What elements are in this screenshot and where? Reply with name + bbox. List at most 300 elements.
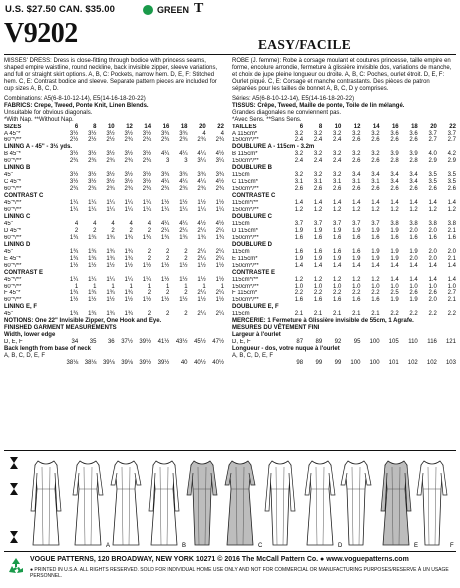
yardage-cell: 1.4 bbox=[332, 262, 342, 269]
yardage-cell: 2.6 bbox=[428, 290, 437, 297]
yardage-cell: 1.9 bbox=[371, 248, 380, 255]
figure-strip bbox=[4, 450, 456, 552]
yardage-cell: 1.4 bbox=[390, 276, 399, 283]
measure-cell: 45½ bbox=[194, 339, 206, 346]
garment-illustrations bbox=[4, 451, 456, 551]
yardage-cell: 4½ bbox=[215, 151, 224, 158]
yardage-cell: 2.4 bbox=[332, 158, 342, 165]
yardage-cell: 2.6 bbox=[390, 186, 399, 193]
row-label: 60"*/** bbox=[4, 186, 22, 193]
measure-cell: 98 bbox=[296, 359, 304, 366]
yardage-cell: 1½ bbox=[197, 262, 206, 269]
yardage-row bbox=[4, 277, 224, 284]
view-label: C bbox=[258, 543, 263, 549]
yardage-cell: 2.9 bbox=[447, 158, 456, 165]
yardage-cell: 1¼ bbox=[106, 200, 115, 207]
yardage-cell: 3¾ bbox=[179, 172, 188, 179]
yardage-row bbox=[4, 311, 224, 318]
yardage-cell: 1.4 bbox=[428, 262, 437, 269]
yardage-cell: 3.9 bbox=[409, 151, 418, 158]
yardage-cell: 1 bbox=[93, 283, 97, 290]
yardage-cell: 2¼ bbox=[215, 248, 224, 255]
section-heading: LINING C bbox=[4, 213, 31, 220]
yardage-cell: 1.4 bbox=[409, 276, 418, 283]
yardage-cell: 1.2 bbox=[294, 276, 304, 283]
yardage-cell: 1.2 bbox=[371, 207, 380, 214]
yardage-cell: 3.8 bbox=[390, 220, 399, 227]
yardage-cell: 1.9 bbox=[390, 255, 399, 262]
yardage-cell: 1.4 bbox=[409, 200, 418, 207]
fabrics: TISSUS: Crêpe, Tweed, Maille de ponte, Toile de lin mélangé. bbox=[232, 102, 405, 109]
sizes-row bbox=[4, 124, 224, 131]
measure-cell: 40 bbox=[180, 359, 188, 366]
yardage-cell: 1¾ bbox=[215, 234, 224, 241]
yardage-cell: 2.1 bbox=[332, 311, 342, 318]
yardage-cell: 2¾ bbox=[88, 186, 97, 193]
yardage-cell: 1.2 bbox=[390, 207, 399, 214]
row-cells bbox=[284, 360, 456, 367]
yardage-cell: 1.4 bbox=[371, 200, 380, 207]
row-cells bbox=[60, 235, 224, 242]
yardage-cell: 1¼ bbox=[197, 207, 206, 214]
yardage-cell: 1.6 bbox=[313, 248, 323, 255]
row-label: 45" bbox=[4, 248, 13, 255]
yardage-cell: 2 bbox=[184, 255, 188, 262]
row-label: D, E, F bbox=[4, 339, 23, 346]
yardage-cell: 3½ bbox=[88, 172, 97, 179]
yardage-cell: 1½ bbox=[160, 262, 170, 269]
yardage-cell: 1.2 bbox=[313, 276, 323, 283]
row-label: A 45"* bbox=[4, 130, 21, 137]
row-label: 60"*/** bbox=[4, 234, 22, 241]
yardage-cell: 1.0 bbox=[332, 283, 342, 290]
yardage-cell: 1¼ bbox=[142, 207, 152, 214]
yardage-cell: 3½ bbox=[88, 151, 97, 158]
yardage-cell: 4½ bbox=[197, 220, 206, 227]
yardage-cell: 1.6 bbox=[294, 234, 304, 241]
dress-figure bbox=[187, 461, 217, 545]
measure-cell: 39½ bbox=[139, 359, 152, 366]
yardage-cell: 2 bbox=[184, 290, 188, 297]
yardage-cell: 2.6 bbox=[447, 186, 456, 193]
row-label: 115cm bbox=[232, 311, 250, 318]
yardage-cell: 1¼ bbox=[88, 276, 97, 283]
yardage-cell: 2.6 bbox=[371, 186, 380, 193]
yardage-cell: 1¼ bbox=[142, 200, 152, 207]
section-heading: LINING E, F bbox=[4, 304, 37, 311]
row-cells bbox=[284, 186, 456, 193]
yardage-cell: 1½ bbox=[106, 297, 115, 304]
yardage-cell: 2¼ bbox=[197, 311, 206, 318]
brand-mark: T bbox=[194, 1, 204, 16]
yardage-cell: 1½ bbox=[215, 262, 224, 269]
yardage-cell: 2.0 bbox=[428, 255, 437, 262]
yardage-cell: 1.6 bbox=[409, 234, 418, 241]
yardage-cell: 1.6 bbox=[352, 297, 361, 304]
yardage-cell: 4¼ bbox=[197, 179, 206, 186]
measure-cell: 39⅛ bbox=[121, 359, 133, 366]
size-cell: 8 bbox=[318, 123, 323, 130]
row-label: 150cm*/** bbox=[232, 297, 259, 304]
row-cells bbox=[284, 158, 456, 165]
row-cells bbox=[60, 131, 224, 138]
yardage-cell: 3¾ bbox=[197, 172, 206, 179]
yardage-cell: 1¼ bbox=[106, 207, 115, 214]
yardage-row bbox=[232, 277, 456, 284]
yardage-cell: 2.6 bbox=[352, 186, 361, 193]
yardage-cell: 1.0 bbox=[294, 283, 304, 290]
measure-cell: 47½ bbox=[212, 339, 224, 346]
yardage-row bbox=[232, 158, 456, 165]
yardage-row bbox=[232, 263, 456, 270]
row-label: 150cm*/** bbox=[232, 262, 259, 269]
yardage-cell: 1.6 bbox=[332, 234, 342, 241]
yardage-cell: 3¾ bbox=[160, 130, 170, 137]
measure-cell: 40½ bbox=[194, 359, 206, 366]
yardage-cell: 3.7 bbox=[447, 130, 456, 137]
size-cell: 20 bbox=[199, 123, 206, 130]
yardage-cell: 2.7 bbox=[447, 137, 456, 144]
width-label: Width, lower edge bbox=[4, 332, 56, 339]
row-label: E 115cm* bbox=[232, 255, 258, 262]
view-label: F bbox=[450, 543, 454, 549]
yardage-cell: 2.0 bbox=[428, 248, 437, 255]
row-label: D, E, F bbox=[232, 339, 251, 346]
row-cells bbox=[284, 151, 456, 158]
yardage-cell: 3½ bbox=[124, 172, 133, 179]
yardage-cell: 1.2 bbox=[332, 276, 342, 283]
yardage-cell: 1¼ bbox=[69, 276, 79, 283]
yardage-cell: 1.2 bbox=[409, 207, 418, 214]
size-cell: 10 bbox=[334, 123, 342, 130]
yardage-cell: 2.1 bbox=[313, 311, 323, 318]
yardage-cell: 2¾ bbox=[215, 186, 224, 193]
row-label: F 115cm* bbox=[232, 290, 258, 297]
row-cells bbox=[60, 172, 224, 179]
yardage-cell: 1½ bbox=[215, 200, 224, 207]
yardage-cell: 1.6 bbox=[447, 234, 456, 241]
yardage-cell: 3½ bbox=[124, 179, 133, 186]
yardage-cell: 3.7 bbox=[294, 220, 304, 227]
yardage-cell: 1.9 bbox=[371, 255, 380, 262]
yardage-cell: 2¾ bbox=[69, 186, 79, 193]
row-label: 150cm*/** bbox=[232, 158, 259, 165]
row-label: 60"*/** bbox=[4, 137, 22, 144]
yardage-cell: 3.7 bbox=[313, 220, 323, 227]
yardage-cell: 1.0 bbox=[447, 283, 456, 290]
measure-cell: 95 bbox=[353, 339, 361, 346]
measure-cell: 41½ bbox=[157, 339, 170, 346]
yardage-cell: 1.6 bbox=[390, 234, 399, 241]
yardage-cell: 4¼ bbox=[160, 151, 170, 158]
yardage-cell: 2¾ bbox=[160, 186, 170, 193]
yardage-row bbox=[4, 200, 224, 207]
yardage-cell: 3¾ bbox=[160, 172, 170, 179]
row-cells bbox=[60, 284, 224, 291]
yardage-cell: 1.9 bbox=[390, 227, 399, 234]
section-heading: DOUBLURE C bbox=[232, 213, 272, 220]
row-label: 150cm*/** bbox=[232, 137, 259, 144]
yardage-cell: 1¾ bbox=[88, 234, 97, 241]
yardage-row bbox=[4, 249, 224, 256]
yardage-cell: 1¾ bbox=[69, 311, 79, 318]
row-label: F 45"* bbox=[4, 290, 21, 297]
nap-note: *With Nap. **Without Nap. bbox=[4, 116, 74, 123]
size-marker-icon bbox=[10, 457, 18, 543]
yardage-cell: 4 bbox=[202, 130, 206, 137]
yardage-cell: 3.5 bbox=[428, 172, 437, 179]
yardage-cell: 2.0 bbox=[428, 227, 437, 234]
yardage-cell: 1½ bbox=[197, 276, 206, 283]
dress-figure bbox=[305, 461, 343, 549]
yardage-cell: 3½ bbox=[106, 179, 115, 186]
yardage-cell: 1¾ bbox=[69, 234, 79, 241]
yardage-cell: 3½ bbox=[142, 172, 152, 179]
row-cells bbox=[284, 277, 456, 284]
yardage-cell: 1½ bbox=[124, 262, 133, 269]
yardage-cell: 3½ bbox=[69, 151, 79, 158]
yardage-cell: 1¾ bbox=[179, 234, 188, 241]
yardage-cell: 4 bbox=[147, 220, 152, 227]
yardage-cell: 1.6 bbox=[371, 297, 380, 304]
size-cell: 8 bbox=[93, 123, 97, 130]
yardage-row bbox=[4, 297, 224, 304]
yardage-cell: 1.4 bbox=[428, 276, 437, 283]
green-dot-icon bbox=[143, 5, 153, 15]
width-row bbox=[4, 339, 224, 346]
yardage-row bbox=[4, 151, 224, 158]
row-label: 45" bbox=[4, 172, 13, 179]
yardage-cell: 2½ bbox=[106, 137, 115, 144]
measure-cell: 121 bbox=[445, 339, 456, 346]
yardage-cell: 1½ bbox=[106, 262, 115, 269]
yardage-cell: 2¾ bbox=[124, 158, 133, 165]
yardage-cell: 3½ bbox=[88, 130, 97, 137]
yardage-cell: 1.0 bbox=[409, 283, 418, 290]
yardage-row bbox=[4, 186, 224, 193]
yardage-cell: 2¼ bbox=[215, 290, 224, 297]
yardage-row bbox=[4, 158, 224, 165]
row-label: 150cm*/** bbox=[232, 234, 259, 241]
yardage-cell: 1.2 bbox=[332, 207, 342, 214]
row-label: 60"*/** bbox=[4, 207, 22, 214]
yardage-cell: 1.9 bbox=[313, 227, 323, 234]
yardage-cell: 1½ bbox=[160, 297, 170, 304]
yardage-cell: 3.2 bbox=[294, 172, 304, 179]
yardage-cell: 1.9 bbox=[332, 255, 342, 262]
row-cells bbox=[60, 179, 224, 186]
yardage-cell: 1¾ bbox=[160, 234, 170, 241]
yardage-cell: 1¼ bbox=[106, 276, 115, 283]
row-label: 150cm*/** bbox=[232, 207, 259, 214]
sizes-row bbox=[232, 124, 456, 131]
color-label: GREEN bbox=[157, 5, 190, 15]
measure-cell: 116 bbox=[427, 339, 437, 346]
yardage-cell: 1½ bbox=[124, 297, 133, 304]
measure-cell: 36 bbox=[107, 339, 115, 346]
yardage-cell: 3.2 bbox=[371, 151, 380, 158]
yardage-cell: 2¾ bbox=[215, 137, 224, 144]
yardage-cell: 3.7 bbox=[352, 220, 361, 227]
yardage-cell: 1.2 bbox=[428, 207, 437, 214]
size-cell: 12 bbox=[353, 123, 361, 130]
yardage-cell: 4 bbox=[220, 130, 224, 137]
yardage-cell: 2.6 bbox=[352, 137, 361, 144]
yardage-cell: 1½ bbox=[69, 262, 79, 269]
yardage-cell: 3.2 bbox=[371, 130, 380, 137]
yardage-cell: 2 bbox=[165, 255, 170, 262]
dress-figure bbox=[341, 461, 371, 545]
back-row bbox=[4, 360, 224, 367]
row-cells bbox=[284, 131, 456, 138]
yardage-cell: 3½ bbox=[69, 130, 79, 137]
yardage-cell: 2.1 bbox=[371, 311, 380, 318]
size-cell: 6 bbox=[299, 123, 304, 130]
yardage-cell: 1 bbox=[165, 283, 170, 290]
yardage-cell: 1¾ bbox=[106, 311, 115, 318]
yardage-cell: 4¼ bbox=[179, 151, 188, 158]
yardage-cell: 1.2 bbox=[352, 207, 361, 214]
back-length-views: A, B, C, D, E, F bbox=[4, 353, 46, 360]
yardage-cell: 3½ bbox=[88, 179, 97, 186]
yardage-cell: 1.4 bbox=[428, 200, 437, 207]
yardage-cell: 4½ bbox=[215, 220, 224, 227]
section-heading: DOUBLURE B bbox=[232, 165, 272, 172]
section-heading: CONTRAST C bbox=[4, 193, 44, 200]
row-cells bbox=[60, 207, 224, 214]
yardage-cell: 2¼ bbox=[215, 227, 224, 234]
yardage-cell: 1¾ bbox=[197, 234, 206, 241]
yardage-cell: 1.4 bbox=[447, 276, 456, 283]
yardage-cell: 1.2 bbox=[352, 276, 361, 283]
yardage-cell: 2.1 bbox=[352, 311, 361, 318]
yardage-cell: 2.4 bbox=[313, 137, 323, 144]
section-heading: CONTRASTE E bbox=[232, 269, 276, 276]
view-label: B bbox=[182, 543, 187, 549]
description: MISSES' DRESS: Dress is close-fitting through bodice with princess seams, shaped empire waistline, round neckline, back invisible zipper, sleeve variations, and full or straight skirt options. A, B, C: Pockets, narrow hem. D, E, F: Stitched hem. C, E: Contrast bodice and sleeve. Separate pattern pieces are included for cup sizes A, B, C, D. bbox=[4, 58, 218, 92]
yardage-cell: 1¾ bbox=[69, 248, 79, 255]
view-label: D bbox=[338, 543, 343, 549]
yardage-cell: 1.6 bbox=[313, 297, 323, 304]
section-heading: DOUBLURE D bbox=[232, 241, 272, 248]
row-label: 60"*/** bbox=[4, 297, 22, 304]
yardage-cell: 3½ bbox=[142, 130, 152, 137]
combinations: Combinations: A5(6-8-10-12-14), E5(14-16-18-20-22) bbox=[4, 95, 146, 102]
yardage-cell: 1 bbox=[74, 283, 79, 290]
section-heading: LINING B bbox=[4, 165, 31, 172]
yardage-cell: 2.6 bbox=[371, 137, 380, 144]
row-label: 45" bbox=[4, 220, 13, 227]
yardage-cell: 1¼ bbox=[179, 207, 188, 214]
yardage-cell: 1.4 bbox=[352, 200, 361, 207]
yardage-cell: 1½ bbox=[179, 297, 188, 304]
yardage-cell: 1.4 bbox=[294, 200, 304, 207]
yardage-cell: 2 bbox=[147, 311, 152, 318]
yardage-row bbox=[232, 235, 456, 242]
row-cells bbox=[60, 249, 224, 256]
yardage-cell: 3½ bbox=[69, 172, 79, 179]
yardage-cell: 1.6 bbox=[428, 234, 437, 241]
yardage-cell: 2¾ bbox=[179, 186, 188, 193]
yardage-cell: 1½ bbox=[179, 262, 188, 269]
yardage-cell: 2¼ bbox=[160, 227, 170, 234]
yardage-cell: 1.6 bbox=[352, 234, 361, 241]
recycle-icon bbox=[6, 556, 26, 576]
yardage-cell: 3.2 bbox=[352, 130, 361, 137]
yardage-row bbox=[4, 256, 224, 263]
measure-cell: 110 bbox=[408, 339, 418, 346]
yardage-cell: 2.6 bbox=[428, 186, 437, 193]
yardage-cell: 2 bbox=[147, 290, 152, 297]
yardage-cell: 3.1 bbox=[352, 179, 361, 186]
yardage-row bbox=[232, 131, 456, 138]
yardage-cell: 3.6 bbox=[409, 130, 418, 137]
yardage-cell: 2.8 bbox=[409, 158, 418, 165]
yardage-cell: 1.0 bbox=[371, 283, 380, 290]
yardage-cell: 3.4 bbox=[352, 172, 361, 179]
size-cell: 16 bbox=[391, 123, 399, 130]
yardage-cell: 3.1 bbox=[332, 179, 342, 186]
row-label: 150cm*/** bbox=[232, 186, 259, 193]
yardage-cell: 1¾ bbox=[124, 290, 133, 297]
yardage-cell: 1.6 bbox=[294, 248, 304, 255]
yardage-cell: 1.9 bbox=[409, 297, 418, 304]
measure-cell: 102 bbox=[407, 359, 418, 366]
size-cell: 20 bbox=[430, 123, 437, 130]
yardage-row bbox=[232, 172, 456, 179]
yardage-cell: 1.6 bbox=[332, 248, 342, 255]
yardage-cell: 1½ bbox=[160, 200, 170, 207]
row-cells bbox=[284, 179, 456, 186]
measure-cell: 34 bbox=[71, 339, 79, 346]
yardage-cell: 1¾ bbox=[69, 255, 79, 262]
yardage-cell: 3¾ bbox=[215, 172, 224, 179]
row-label: 60"*/** bbox=[4, 262, 22, 269]
yardage-cell: 2.1 bbox=[294, 311, 304, 318]
yardage-cell: 3.8 bbox=[409, 220, 418, 227]
yardage-cell: 1.6 bbox=[352, 248, 361, 255]
yardage-cell: 2.5 bbox=[390, 290, 399, 297]
row-cells bbox=[284, 290, 456, 297]
yardage-cell: 2 bbox=[93, 227, 97, 234]
header-divider bbox=[4, 54, 456, 55]
yardage-cell: 1¾ bbox=[88, 248, 97, 255]
yardage-cell: 2.9 bbox=[428, 158, 437, 165]
yardage-cell: 1 bbox=[184, 283, 188, 290]
yardage-cell: 3.5 bbox=[447, 172, 456, 179]
sizes-cells bbox=[60, 124, 224, 131]
dress-figure bbox=[225, 461, 263, 549]
yardage-cell: 1½ bbox=[215, 297, 224, 304]
yardage-cell: 1 bbox=[147, 283, 152, 290]
measure-cell: 40½ bbox=[212, 359, 224, 366]
yardage-cell: 2.0 bbox=[428, 297, 437, 304]
yardage-row bbox=[232, 284, 456, 291]
yardage-cell: 2.6 bbox=[352, 158, 361, 165]
yardage-cell: 2 bbox=[111, 227, 115, 234]
yardage-cell: 1.9 bbox=[294, 227, 304, 234]
row-cells bbox=[284, 221, 456, 228]
row-label: C 115cm* bbox=[232, 179, 258, 186]
row-cells bbox=[284, 249, 456, 256]
size-cell: 22 bbox=[449, 123, 456, 130]
yardage-cell: 1.4 bbox=[294, 262, 304, 269]
yardage-cell: 1¾ bbox=[124, 234, 133, 241]
yardage-cell: 3 bbox=[184, 158, 188, 165]
row-label: B 45"* bbox=[4, 151, 21, 158]
row-cells bbox=[284, 297, 456, 304]
yardage-cell: 3.7 bbox=[332, 220, 342, 227]
